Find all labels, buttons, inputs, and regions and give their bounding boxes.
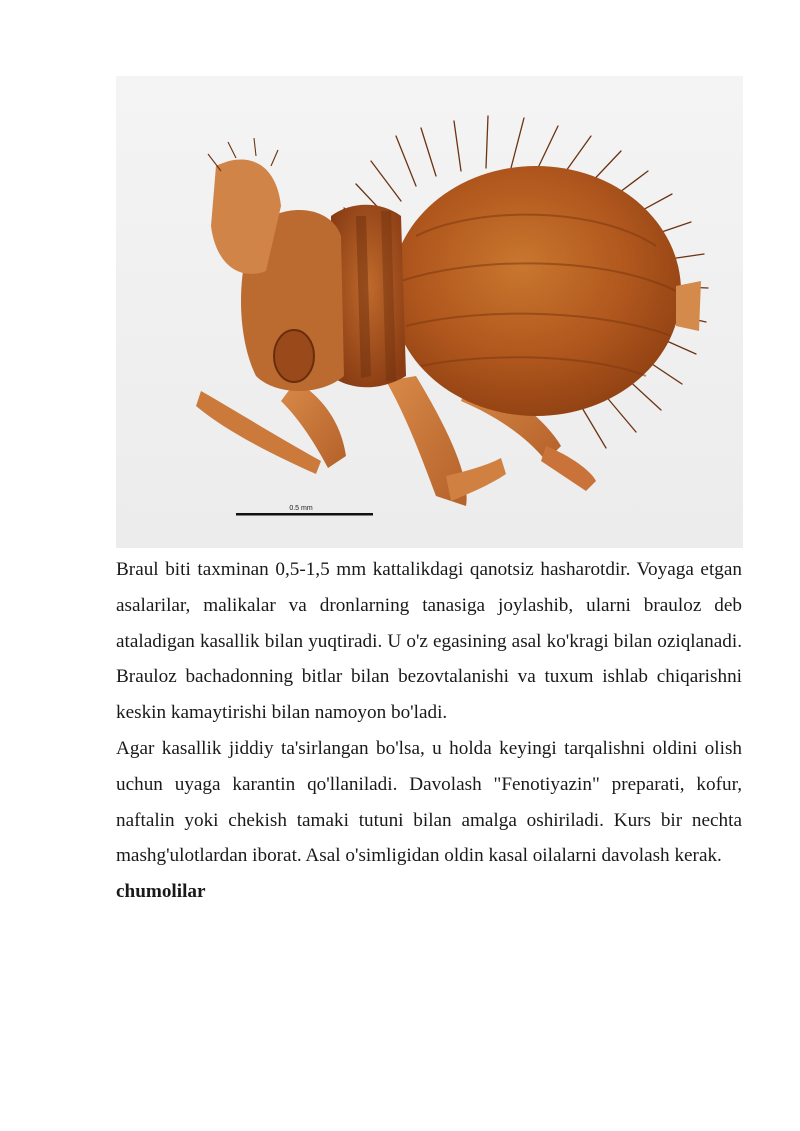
braula-illustration [116,76,743,548]
section-heading: chumolilar [116,881,206,903]
insect-photo [116,76,743,548]
paragraph-2: Agar kasallik jiddiy ta'sirlangan bo'lsa, u holda keyingi tarqalishni oldini olish uchun uyaga karantin qo'llaniladi. Davolash "Fenotiyazin" preparati, kofur, naftalin yoki chekish tamaki tutuni bilan amalga oshiriladi. Kurs bir nechta mashg'ulotlardan iborat. Asal o'simligidan oldin kasal oilalarni davolash kerak. [116,737,742,867]
scale-bar-label: 0.5 mm [289,505,313,512]
body-text [116,552,742,910]
abdomen-tip [676,281,701,331]
abdomen [391,166,681,416]
scale-bar [236,513,373,516]
hind-leg-tarsus [541,446,596,491]
paragraph-1: Braul biti taxminan 0,5-1,5 mm kattalikdagi qanotsiz hasharotdir. Voyaga etgan asalarilar, malikalar va dronlarning tanasiga joylashib, ularni brauloz deb ataladigan kasallik bilan yuqtiradi. U o'z egasining asal ko'kragi bilan oziqlanadi. Brauloz bachadonning bitlar bilan bezovtalanishi va tuxum ishlab chiqarishni keskin kamaytirishi bilan namoyon bo'ladi. [116,559,742,724]
eye [274,330,314,382]
